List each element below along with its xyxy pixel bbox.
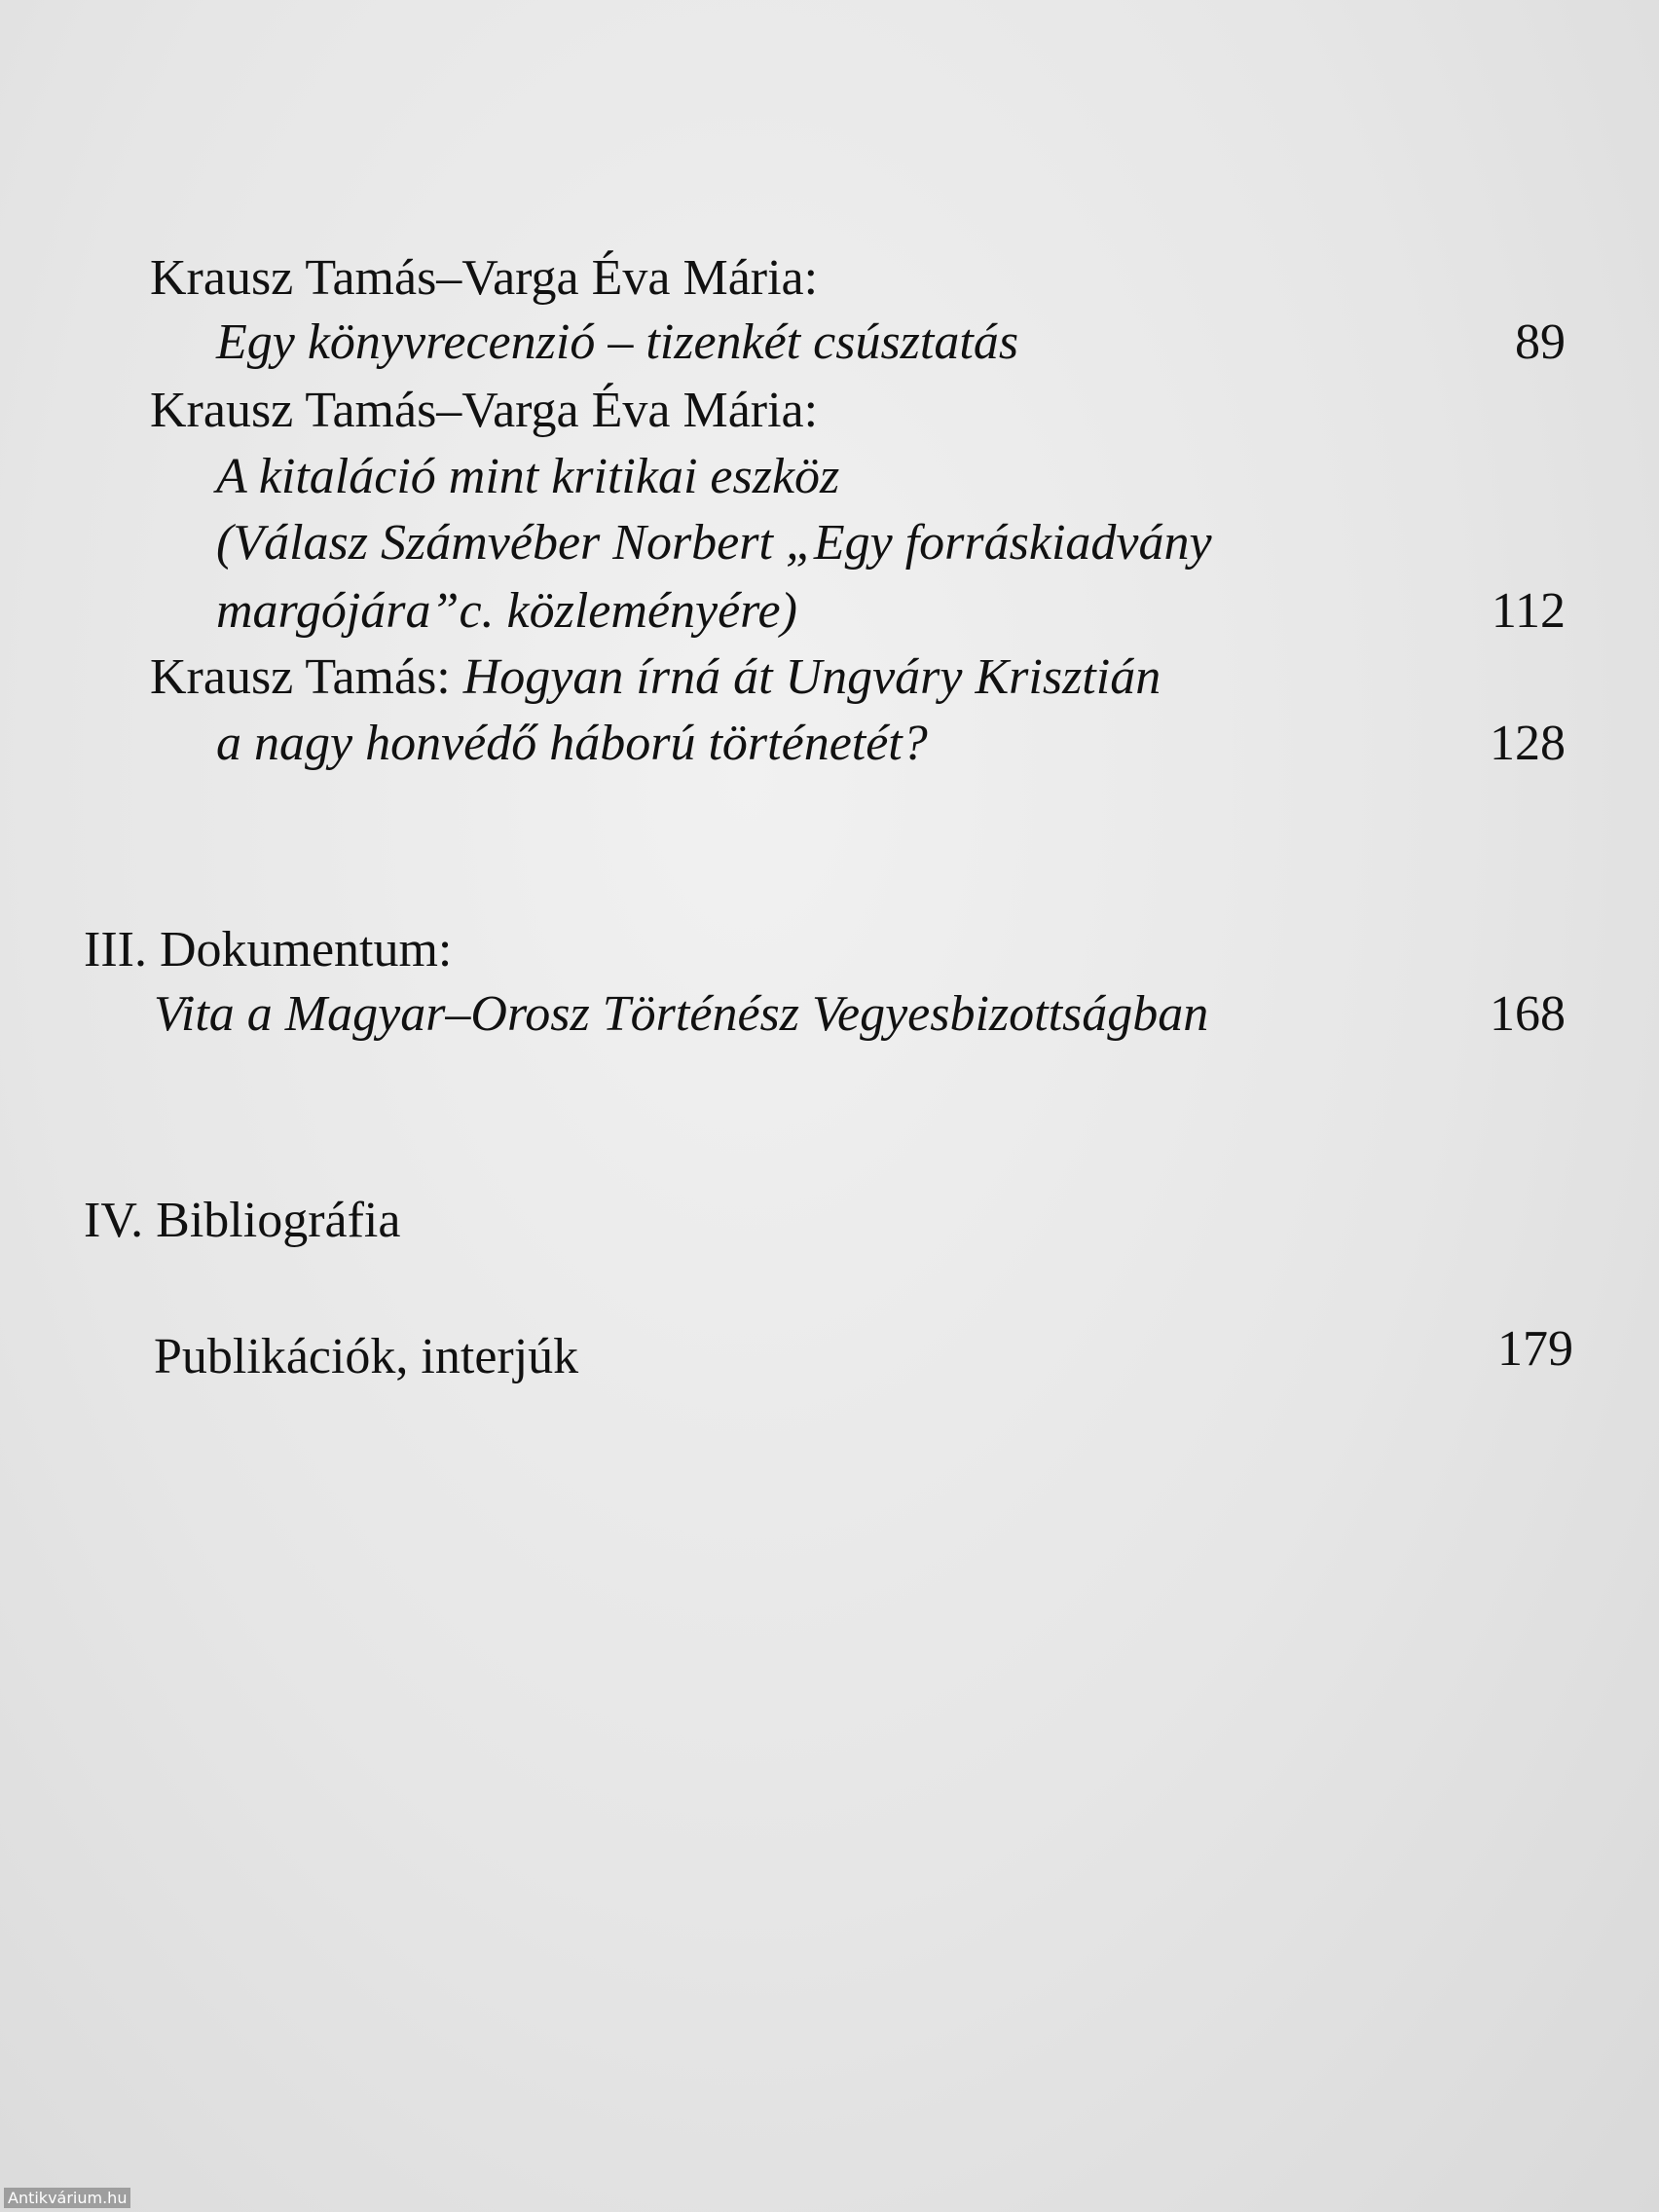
toc-page-number: 179: [1497, 1321, 1573, 1377]
toc-page-number: 168: [1490, 986, 1566, 1042]
toc-entry-author: Krausz Tamás–Varga Éva Mária:: [150, 250, 819, 306]
toc-entry-title: Vita a Magyar–Orosz Történész Vegyesbizottságban: [154, 986, 1209, 1042]
toc-page-number: 128: [1490, 716, 1566, 771]
section-heading: IV. Bibliográfia: [84, 1193, 401, 1248]
section-heading: III. Dokumentum:: [84, 922, 453, 977]
toc-entry-title: a nagy honvédő háború történetét?: [216, 716, 928, 771]
toc-page-number: 89: [1515, 314, 1566, 370]
toc-entry-title: Hogyan írná át Ungváry Krisztián: [462, 649, 1161, 705]
toc-page-number: 112: [1491, 583, 1566, 639]
toc-entry-title: A kitaláció mint kritikai eszköz: [216, 449, 840, 504]
watermark-logo: Antikvárium.hu: [4, 2188, 130, 2208]
toc-entry-line: [150, 648, 1161, 707]
toc-entry-author: Krausz Tamás–Varga Éva Mária:: [150, 383, 819, 438]
toc-entry-author: Krausz Tamás:: [150, 649, 463, 705]
toc-entry-title: margójára”c. közleményére): [216, 583, 797, 639]
toc-entry-title: (Válasz Számvéber Norbert „Egy forráskiadvány: [216, 515, 1212, 571]
toc-entry-title: Publikációk, interjúk: [154, 1329, 579, 1384]
toc-entry-title: Egy könyvrecenzió – tizenkét csúsztatás: [216, 314, 1019, 370]
